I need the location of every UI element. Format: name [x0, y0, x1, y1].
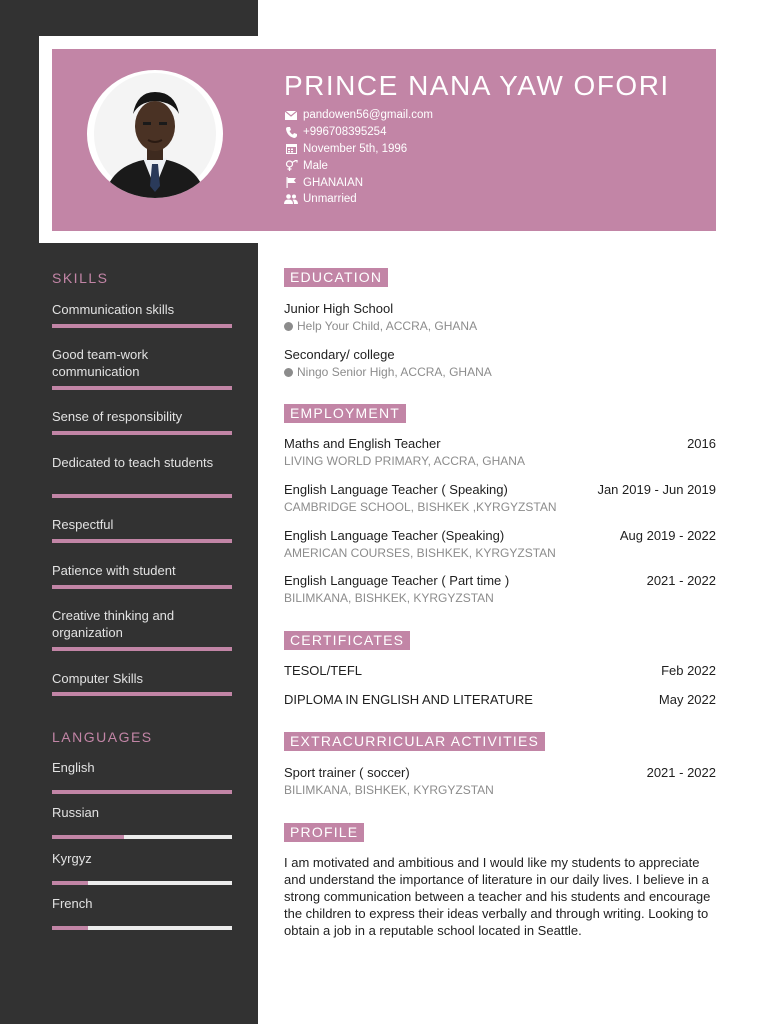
contact-phone-text: +996708395254	[303, 126, 387, 139]
job-title: English Language Teacher ( Part time )	[284, 573, 510, 588]
language-label: English	[52, 760, 95, 775]
calendar-icon	[284, 143, 298, 155]
contact-list	[284, 107, 433, 208]
extracurricular-heading: EXTRACURRICULAR ACTIVITIES	[284, 732, 545, 751]
bullet-dot-icon	[284, 368, 293, 377]
language-item	[52, 805, 232, 820]
contact-gender-text: Male	[303, 159, 328, 172]
skill-bar	[52, 494, 232, 498]
employment-entry	[284, 482, 716, 514]
language-level-track	[52, 790, 232, 794]
language-level-fill	[52, 881, 88, 885]
skill-label: Computer Skills	[52, 671, 144, 686]
language-level-track	[52, 835, 232, 839]
certificate-title: DIPLOMA IN ENGLISH AND LITERATURE	[284, 692, 533, 707]
flag-icon	[284, 177, 298, 189]
education-school: Help Your Child, ACCRA, GHANA	[284, 319, 716, 333]
education-title: Secondary/ college	[284, 347, 395, 362]
skill-item	[52, 408, 232, 425]
skill-item	[52, 346, 232, 380]
skill-bar	[52, 431, 232, 435]
job-employer: AMERICAN COURSES, BISHKEK, KYRGYZSTAN	[284, 546, 556, 560]
activity-date: 2021 - 2022	[646, 765, 716, 780]
skill-bar	[52, 386, 232, 390]
certificate-date: May 2022	[658, 692, 716, 707]
skill-bar	[52, 692, 232, 696]
profile-heading: PROFILE	[284, 823, 364, 842]
education-entry	[284, 301, 716, 333]
education-heading: EDUCATION	[284, 268, 388, 287]
contact-email	[284, 107, 433, 124]
skill-label: Good team-work communication	[52, 347, 149, 379]
envelope-icon	[284, 109, 298, 121]
activity-location: BILIMKANA, BISHKEK, KYRGYZSTAN	[284, 783, 494, 797]
skills-heading: SKILLS	[52, 270, 109, 286]
education-entry	[284, 347, 716, 379]
job-date: 2016	[687, 436, 716, 451]
skill-item	[52, 607, 232, 641]
contact-birthdate-text: November 5th, 1996	[303, 142, 408, 155]
job-date: 2021 - 2022	[646, 573, 716, 588]
language-item	[52, 760, 232, 775]
job-date: Jan 2019 - Jun 2019	[597, 482, 716, 497]
certificate-date: Feb 2022	[661, 663, 716, 678]
languages-heading: LANGUAGES	[52, 729, 153, 745]
contact-phone	[284, 124, 433, 141]
job-employer: LIVING WORLD PRIMARY, ACCRA, GHANA	[284, 454, 525, 468]
extracurricular-entry	[284, 765, 716, 797]
certificate-title: TESOL/TEFL	[284, 663, 363, 678]
language-item	[52, 851, 232, 866]
skill-label: Communication skills	[52, 302, 175, 317]
language-item	[52, 896, 232, 911]
skill-label: Creative thinking and organization	[52, 608, 175, 640]
skill-item	[52, 454, 232, 471]
job-date: Aug 2019 - 2022	[619, 528, 716, 543]
language-level-track	[52, 881, 232, 885]
people-icon	[284, 193, 298, 205]
skill-bar	[52, 585, 232, 589]
candidate-name: PRINCE NANA YAW OFORI	[284, 70, 670, 101]
certificates-heading: CERTIFICATES	[284, 631, 410, 650]
contact-birthdate	[284, 141, 433, 158]
job-title: English Language Teacher (Speaking)	[284, 528, 505, 543]
language-label: French	[52, 896, 93, 911]
skill-label: Patience with student	[52, 563, 176, 578]
contact-marital-status	[284, 191, 433, 208]
language-level-fill	[52, 926, 88, 930]
skill-item	[52, 301, 232, 318]
language-level-fill	[52, 835, 124, 839]
skill-item	[52, 516, 232, 533]
skill-item	[52, 562, 232, 579]
job-employer: CAMBRIDGE SCHOOL, BISHKEK ,KYRGYZSTAN	[284, 500, 557, 514]
profile-summary: I am motivated and ambitious and I would like my students to appreciate and understand the importance of literature in our daily lives. I believe in a strong communication between a teacher and his students and encourage the children to express their ideas verbally and through writing. Looking to obtain a job in a reputable school located in Seattle.	[284, 855, 711, 938]
skill-item	[52, 670, 232, 687]
contact-gender	[284, 157, 433, 174]
employment-entry	[284, 528, 716, 560]
skill-bar	[52, 539, 232, 543]
bullet-dot-icon	[284, 322, 293, 331]
contact-nationality-text: GHANAIAN	[303, 176, 364, 189]
contact-nationality	[284, 174, 433, 191]
skill-label: Respectful	[52, 517, 114, 532]
employment-entry	[284, 573, 716, 605]
certificate-entry	[284, 663, 716, 678]
job-title: Maths and English Teacher	[284, 436, 441, 451]
education-school: Ningo Senior High, ACCRA, GHANA	[284, 365, 716, 379]
activity-title: Sport trainer ( soccer)	[284, 765, 410, 780]
language-level-track	[52, 926, 232, 930]
language-label: Kyrgyz	[52, 851, 92, 866]
contact-email-text: pandowen56@gmail.com	[303, 109, 433, 122]
job-title: English Language Teacher ( Speaking)	[284, 482, 508, 497]
gender-icon	[284, 160, 298, 172]
language-label: Russian	[52, 805, 99, 820]
job-employer: BILIMKANA, BISHKEK, KYRGYZSTAN	[284, 591, 494, 605]
contact-marital-status-text: Unmarried	[303, 193, 357, 206]
employment-entry	[284, 436, 716, 468]
skill-bar	[52, 324, 232, 328]
phone-icon	[284, 126, 298, 138]
portrait-image	[87, 70, 223, 198]
skill-label: Sense of responsibility	[52, 409, 183, 424]
skill-bar	[52, 647, 232, 651]
employment-heading: EMPLOYMENT	[284, 404, 406, 423]
certificate-entry	[284, 692, 716, 707]
language-level-fill	[52, 790, 232, 794]
education-title: Junior High School	[284, 301, 394, 316]
profile-photo	[87, 70, 223, 198]
skill-label: Dedicated to teach students	[52, 455, 214, 470]
